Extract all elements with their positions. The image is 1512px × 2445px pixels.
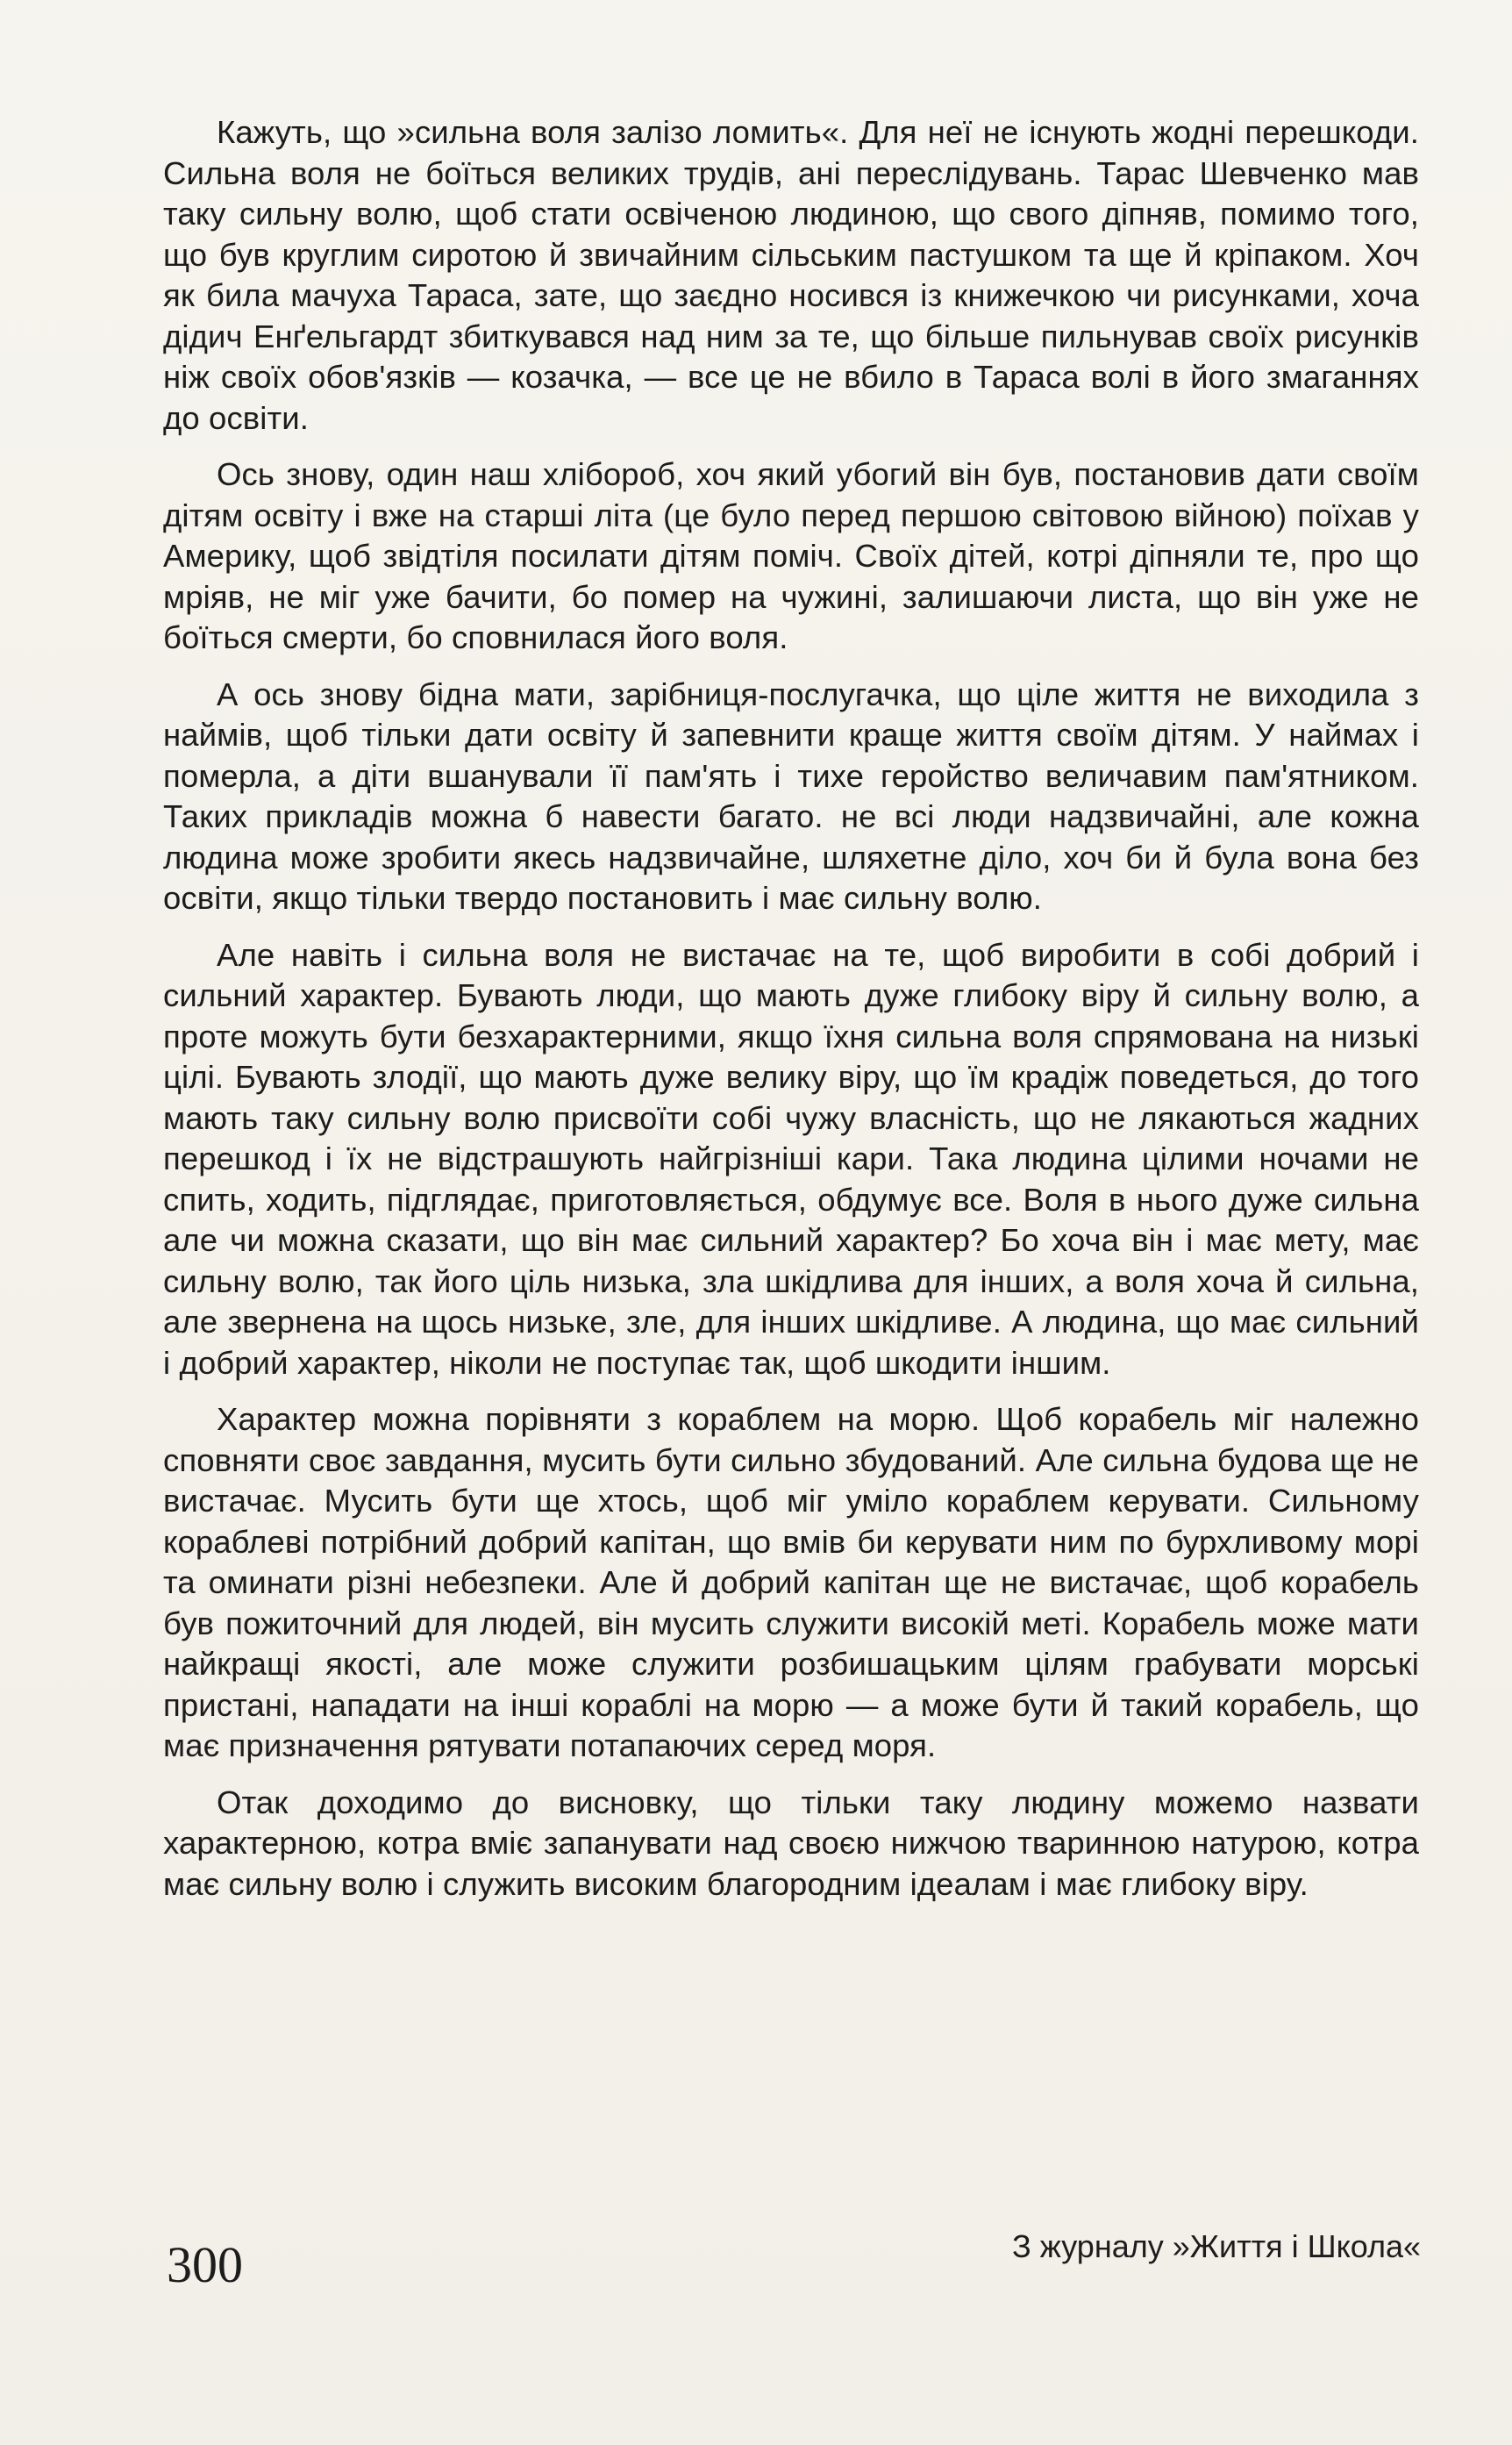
article-body (163, 112, 1419, 1920)
paragraph-4: Але навіть і сильна воля не вистачає на те, щоб виробити в собі добрий і сильний характер. Бувають люди, що мають дуже глибоку віру й сильну волю, а проте можуть бути безхарактерними, якщо їхня сильна воля спрямована на низькі цілі. Бувають злодії, що мають дуже велику віру, що їм крадіж поведеться, до того мають таку сильну волю присвоїти собі чужу власність, що не лякаються жадних перешкод і їх не відстрашують найгрізніші кари. Така людина цілими ночами не спить, ходить, підглядає, приготовляється, обдумує все. Воля в нього дуже сильна але чи можна сказати, що він має сильний характер? Бо хоча він і має мету, має сильну волю, так його ціль низька, зла шкідлива для інших, а воля хоча й сильна, але звернена на щось низьке, зле, для інших шкідливе. А людина, що має сильний і добрий характер, ніколи не поступає так, щоб шкодити іншим. (163, 936, 1419, 1381)
paragraph-6: Отак доходимо до висновку, що тільки таку людину можемо назвати характерною, котра вміє запанувати над своєю нижчою тваринною натурою, котра має сильну волю і служить високим благородним ідеалам і має глибоку віру. (163, 1784, 1419, 1902)
source-attribution: З журналу »Життя і Школа« (1011, 2228, 1421, 2264)
paragraph-5: Характер можна порівняти з кораблем на морю. Щоб корабель міг належно сповняти своє завдання, мусить бути сильно збудований. Але сильна будова ще не вистачає. Мусить бути ще хтось, щоб міг уміло кораблем керувати. Сильному кораблеві потрібний добрий капітан, що вмів би керувати ним по бурхливому морі та оминати різні небезпеки. Але й добрий капітан ще не вистачає, щоб корабель був пожиточний для людей, він мусить служити високій меті. Корабель може мати найкращі якості, але може служити розбишацьким цілям грабувати морські пристані, нападати на інші кораблі на морю — а може бути й такий корабель, що має призначення рятувати потапаючих серед моря. (163, 1401, 1419, 1763)
paragraph-3: А ось знову бідна мати, зарібниця-послугачка, що ціле життя не виходила з наймів, щоб тільки дати освіту й запевнити краще життя своїм дітям. У наймах і померла, а діти вшанували її пам'ять і тихе геройство величавим пам'ятником. Таких прикладів можна б навести багато. не всі люди надзвичайні, але кожна людина може зробити якесь надзвичайне, шляхетне діло, хоч би й була вона без освіти, якщо тільки твердо постановить і має сильну волю. (163, 676, 1419, 916)
paragraph-1: Кажуть, що »сильна воля залізо ломить«. Для неї не існують жодні перешкоди. Сильна воля не боїться великих трудів, ані переслідувань. Тарас Шевченко мав таку сильну волю, щоб стати освіченою людиною, що свого діпняв, помимо того, що був круглим сиротою й звичайним сільським пастушком та ще й кріпаком. Хоч як била мачуха Тараса, зате, що заєдно носився із книжечкою чи рисунками, хоча дідич Енґельгардт збиткувався над ним за те, що більше пильнував своїх рисунків ніж своїх обов'язків — козачка, — все це не вбило в Тараса волі в його змаганнях до освіти. (163, 114, 1419, 436)
page-number: 300 (167, 2236, 243, 2293)
paragraph-2: Ось знову, один наш хлібороб, хоч який убогий він був, постановив дати своїм дітям освіту і вже на старші літа (це було перед першою світовою війною) поїхав у Америку, щоб звідтіля посилати дітям поміч. Своїх дітей, котрі діпняли те, про що мріяв, не міг уже бачити, бо помер на чужині, залишаючи листа, що він уже не боїться смерти, бо сповнилася його воля. (163, 456, 1419, 655)
